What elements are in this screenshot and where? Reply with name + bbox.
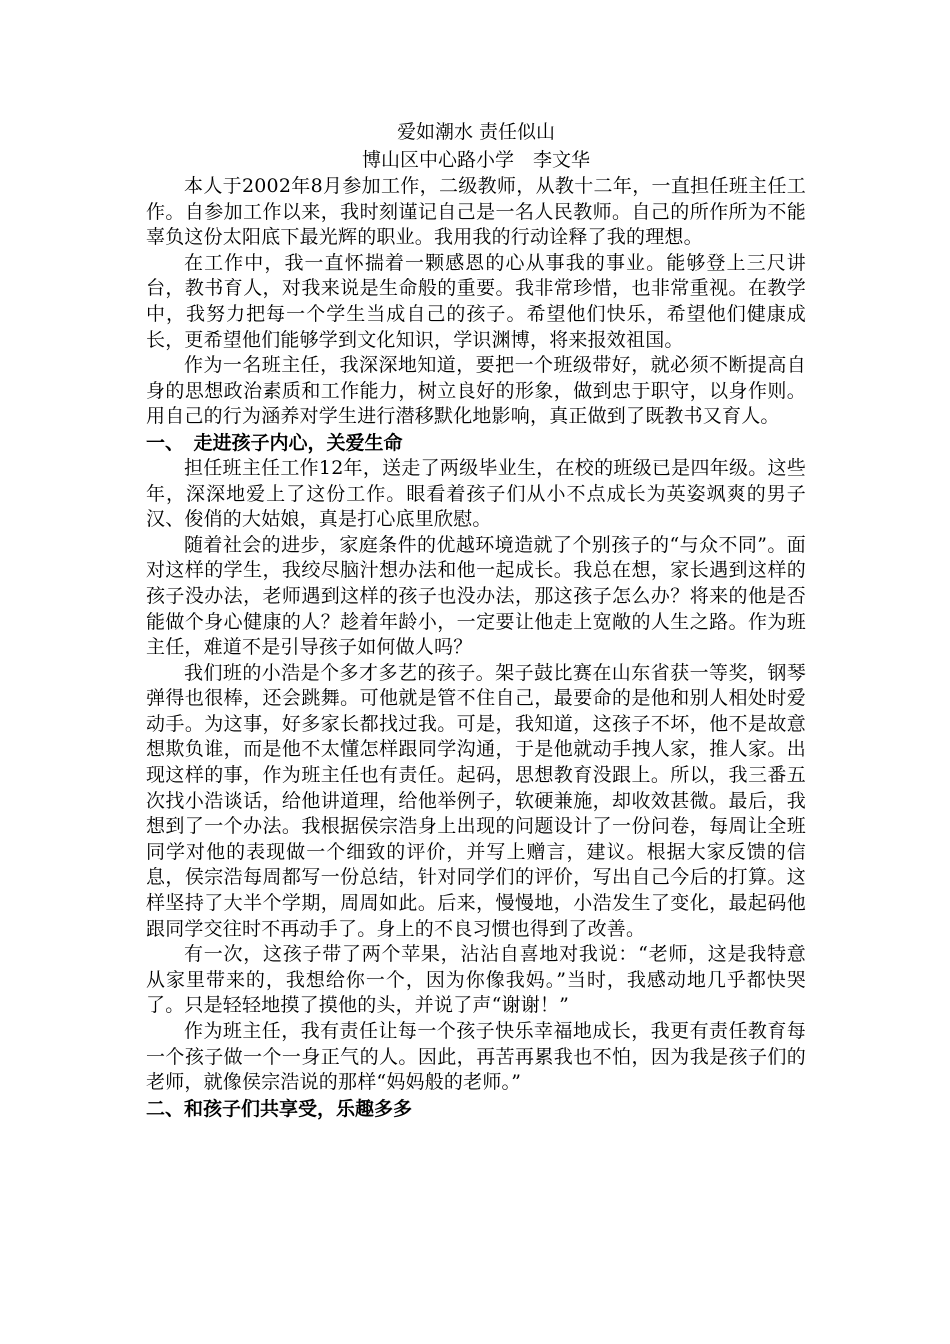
intro-paragraph-2: 在工作中，我一直怀揣着一颗感恩的心从事我的事业。能够登上三尺讲台，教书育人，对我来说是生命般的重要。我非常珍惜，也非常重视。在教学中，我努力把每一个学生当成自己的孩子。希望他们快乐，希望他们健康成长，更希望他们能够学到文化知识，学识渊博，将来报效祖国。 [146,251,806,351]
section-1-paragraph-3: 我们班的小浩是个多才多艺的孩子。架子鼓比赛在山东省获一等奖，钢琴弹得也很棒，还会跳舞。可他就是管不住自己，最要命的是他和别人相处时爱动手。为这事，好多家长都找过我。可是，我知道，这孩子不坏，他不是故意想欺负谁，而是他不太懂怎样跟同学沟通，于是他就动手拽人家，推人家。出现这样的事，作为班主任也有责任。起码，思想教育没跟上。所以，我三番五次找小浩谈话，给他讲道理，给他举例子，软硬兼施，却收效甚微。最后，我想到了一个办法。我根据侯宗浩身上出现的问题设计了一份问卷，每周让全班同学对他的表现做一个细致的评价，并写上赠言，建议。根据大家反馈的信息，侯宗浩每周都写一份总结，针对同学们的评价，写出自己今后的打算。这样坚持了大半个学期，周周如此。后来，慢慢地，小浩发生了变化，最起码他跟同学交往时不再动手了。身上的不良习惯也得到了改善。 [146,661,806,940]
author-byline: 博山区中心路小学 李文华 [361,149,590,171]
section-1-paragraph-5: 作为班主任，我有责任让每一个孩子快乐幸福地成长，我更有责任教育每一个孩子做一个一身正气的人。因此，再苦再累我也不怕，因为我是孩子们的老师，就像侯宗浩说的那样“妈妈般的老师。” [146,1020,806,1094]
section-1-paragraph-1: 担任班主任工作12年，送走了两级毕业生，在校的班级已是四年级。这些年，深深地爱上了这份工作。眼看着孩子们从小不点成长为英姿飒爽的男子汉、俊俏的大姑娘，真是打心底里欣慰。 [146,456,806,531]
section-1-paragraph-4: 有一次，这孩子带了两个苹果，沾沾自喜地对我说：“老师，这是我特意从家里带来的，我想给你一个，因为你像我妈。”当时，我感动地几乎都快哭了。只是轻轻地摸了摸他的头，并说了声“谢谢！” [146,943,806,1017]
document-title: 爱如潮水 责任似山 [396,121,556,143]
intro-paragraph-3: 作为一名班主任，我深深地知道，要把一个班级带好，就必须不断提高自身的思想政治素质和工作能力，树立良好的形象，做到忠于职守，以身作则。用自己的行为涵养对学生进行潜移默化地影响，真正做到了既教书又育人。 [146,354,806,428]
section-1-paragraph-2: 随着社会的进步，家庭条件的优越环境造就了个别孩子的“与众不同”。面对这样的学生，我绞尽脑汁想办法和他一起成长。我总在想，家长遇到这样的孩子没办法，老师遇到这样的孩子也没办法，那这孩子怎么办？将来的他是否能做个身心健康的人？趁着年龄小，一定要让他走上宽敞的人生之路。作为班主任，难道不是引导孩子如何做人吗？ [146,533,806,659]
section-2-heading: 二、和孩子们共享受，乐趣多多 [146,1097,413,1120]
intro-paragraph-1: 本人于2002年8月参加工作，二级教师，从教十二年，一直担任班主任工作。自参加工作以来，我时刻谨记自己是一名人民教师。自己的所作所为不能辜负这份太阳底下最光辉的职业。我用我的行动诠释了我的理想。 [146,175,806,249]
document-page [146,118,806,1122]
section-1-heading: 一、 走进孩子内心，关爱生命 [146,431,403,454]
